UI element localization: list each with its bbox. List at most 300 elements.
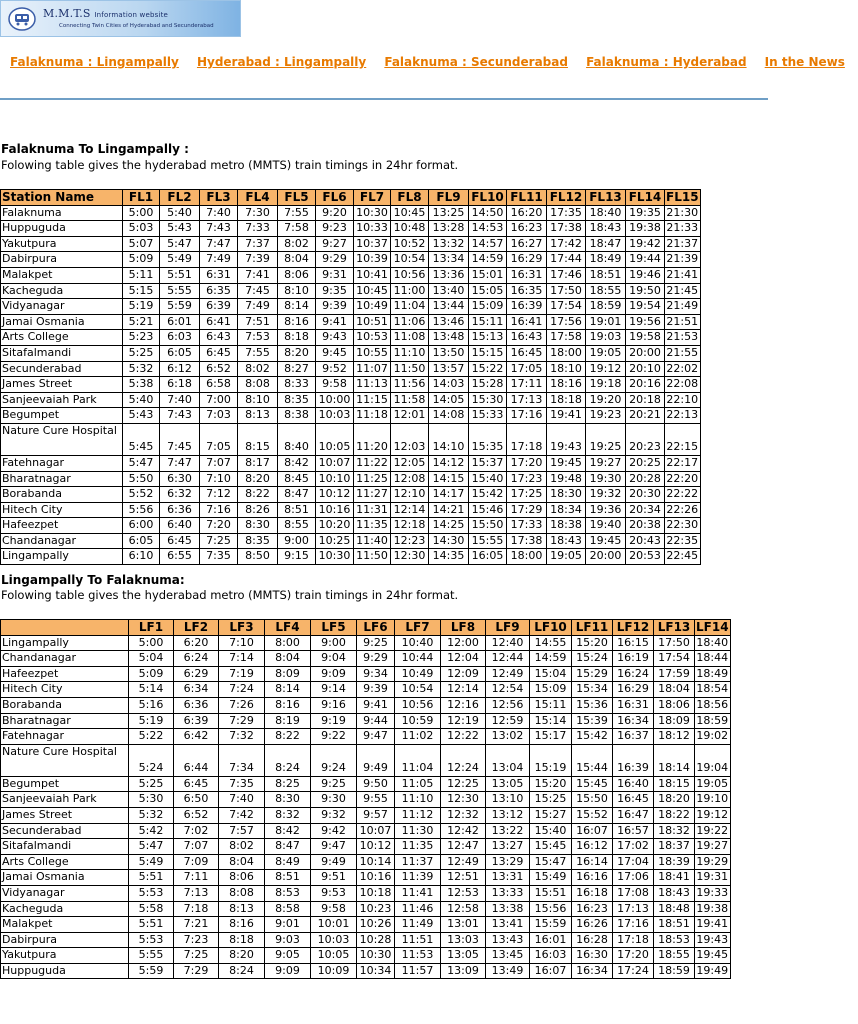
time-cell: 9:50	[357, 776, 395, 792]
station-name-cell: Lingampally	[1, 635, 129, 651]
time-cell: 10:45	[354, 283, 391, 299]
time-cell: 19:23	[586, 408, 626, 424]
time-cell: 19:32	[586, 487, 626, 503]
table-row	[1, 651, 731, 667]
time-cell: 19:45	[547, 455, 586, 471]
site-logo[interactable]	[0, 0, 241, 37]
time-cell: 17:56	[547, 314, 586, 330]
time-cell: 5:19	[123, 299, 160, 315]
time-cell: 6:52	[200, 361, 238, 377]
column-header: FL11	[507, 190, 547, 206]
station-name-cell: Sitafalmandi	[1, 345, 123, 361]
table-row	[1, 744, 731, 776]
time-cell: 14:59	[469, 252, 507, 268]
time-cell: 17:04	[613, 854, 654, 870]
table-row	[1, 361, 701, 377]
time-cell: 8:20	[238, 471, 278, 487]
time-cell: 16:41	[507, 314, 547, 330]
time-cell: 17:58	[547, 330, 586, 346]
time-cell: 7:19	[219, 666, 265, 682]
station-name-cell: Malakpet	[1, 267, 123, 283]
time-cell: 16:45	[613, 792, 654, 808]
time-cell: 14:08	[429, 408, 469, 424]
time-cell: 15:59	[530, 917, 572, 933]
table-row	[1, 252, 701, 268]
time-cell: 5:00	[123, 205, 160, 221]
time-cell: 16:07	[572, 823, 613, 839]
time-cell: 18:14	[654, 744, 695, 776]
time-cell: 7:10	[219, 635, 265, 651]
time-cell: 12:59	[486, 713, 530, 729]
time-cell: 16:29	[613, 682, 654, 698]
time-cell: 13:05	[441, 948, 486, 964]
time-cell: 12:14	[441, 682, 486, 698]
time-cell: 21:51	[665, 314, 701, 330]
time-cell: 19:05	[547, 549, 586, 565]
table-row	[1, 487, 701, 503]
time-cell: 19:18	[586, 377, 626, 393]
time-cell: 16:47	[613, 807, 654, 823]
time-cell: 11:10	[391, 345, 429, 361]
time-cell: 15:13	[469, 330, 507, 346]
time-cell: 14:57	[469, 236, 507, 252]
time-cell: 9:43	[316, 330, 354, 346]
time-cell: 13:49	[486, 963, 530, 979]
time-cell: 19:44	[626, 252, 665, 268]
station-name-cell: Begumpet	[1, 776, 129, 792]
time-cell: 9:20	[316, 205, 354, 221]
time-cell: 7:49	[238, 299, 278, 315]
time-cell: 5:53	[129, 885, 174, 901]
time-cell: 6:20	[174, 635, 219, 651]
time-cell: 9:00	[311, 635, 357, 651]
station-name-cell: James Street	[1, 807, 129, 823]
station-name-cell: Nature Cure Hospital	[1, 744, 129, 776]
station-name-cell: Borabanda	[1, 487, 123, 503]
station-name-cell: Begumpet	[1, 408, 123, 424]
station-name-cell: Yakutpura	[1, 236, 123, 252]
time-cell: 20:30	[626, 487, 665, 503]
time-cell: 16:15	[613, 635, 654, 651]
time-cell: 15:01	[469, 267, 507, 283]
time-cell: 16:35	[507, 283, 547, 299]
table-row	[1, 471, 701, 487]
time-cell: 13:33	[486, 885, 530, 901]
time-cell: 17:06	[613, 870, 654, 886]
time-cell: 9:04	[311, 651, 357, 667]
column-header: FL6	[316, 190, 354, 206]
time-cell: 12:09	[441, 666, 486, 682]
time-cell: 9:14	[311, 682, 357, 698]
station-name-cell: Kacheguda	[1, 901, 129, 917]
time-cell: 6:45	[174, 776, 219, 792]
time-cell: 14:05	[429, 392, 469, 408]
time-cell: 7:13	[174, 885, 219, 901]
station-name-cell: Malakpet	[1, 917, 129, 933]
nav-link-in-the-news[interactable]: In the News	[764, 55, 845, 69]
time-cell: 19:41	[547, 408, 586, 424]
time-cell: 7:47	[200, 236, 238, 252]
time-cell: 11:20	[354, 423, 391, 455]
time-cell: 22:20	[665, 471, 701, 487]
time-cell: 5:00	[129, 635, 174, 651]
time-cell: 15:09	[469, 299, 507, 315]
time-cell: 15:42	[572, 729, 613, 745]
station-name-cell: Sanjeevaiah Park	[1, 792, 129, 808]
time-cell: 19:25	[586, 423, 626, 455]
time-cell: 8:50	[238, 549, 278, 565]
time-cell: 9:25	[357, 635, 395, 651]
time-cell: 6:40	[160, 518, 200, 534]
time-cell: 13:02	[486, 729, 530, 745]
time-cell: 5:55	[129, 948, 174, 964]
time-cell: 12:30	[441, 792, 486, 808]
time-cell: 8:17	[238, 455, 278, 471]
time-cell: 10:45	[391, 205, 429, 221]
time-cell: 8:26	[238, 502, 278, 518]
column-header: LF7	[395, 620, 441, 636]
time-cell: 8:51	[265, 870, 311, 886]
time-cell: 12:14	[391, 502, 429, 518]
time-cell: 17:24	[613, 963, 654, 979]
table-row	[1, 713, 731, 729]
time-cell: 17:54	[654, 651, 695, 667]
time-cell: 6:05	[160, 345, 200, 361]
time-cell: 18:16	[547, 377, 586, 393]
time-cell: 6:32	[160, 487, 200, 503]
time-cell: 5:40	[160, 205, 200, 221]
time-cell: 9:34	[357, 666, 395, 682]
time-cell: 6:39	[174, 713, 219, 729]
station-name-cell: Vidyanagar	[1, 885, 129, 901]
time-cell: 10:55	[354, 345, 391, 361]
time-cell: 17:20	[613, 948, 654, 964]
station-name-cell: Huppuguda	[1, 221, 123, 237]
time-cell: 5:42	[129, 823, 174, 839]
time-cell: 10:00	[316, 392, 354, 408]
station-name-cell: Chandanagar	[1, 651, 129, 667]
time-cell: 17:13	[507, 392, 547, 408]
section1-description: Folowing table gives the hyderabad metro (MMTS) train timings in 24hr format.	[1, 158, 459, 172]
time-cell: 11:35	[354, 518, 391, 534]
time-cell: 11:40	[354, 533, 391, 549]
time-cell: 5:51	[160, 267, 200, 283]
time-cell: 15:34	[572, 682, 613, 698]
nav-link-falaknuma-lingampally[interactable]: Falaknuma : Lingampally	[10, 55, 179, 69]
time-cell: 18:41	[654, 870, 695, 886]
table-row	[1, 236, 701, 252]
time-cell: 15:11	[469, 314, 507, 330]
time-cell: 18:43	[547, 533, 586, 549]
time-cell: 21:55	[665, 345, 701, 361]
column-header: FL1	[123, 190, 160, 206]
station-name-cell: Dabirpura	[1, 932, 129, 948]
time-cell: 8:49	[265, 854, 311, 870]
table-header-row	[1, 190, 701, 206]
nav-link-falaknuma-secunderabad[interactable]: Falaknuma : Secunderabad	[384, 55, 568, 69]
time-cell: 10:30	[354, 205, 391, 221]
time-cell: 5:11	[123, 267, 160, 283]
time-cell: 21:53	[665, 330, 701, 346]
time-cell: 13:32	[429, 236, 469, 252]
table-row	[1, 792, 731, 808]
divider	[0, 98, 768, 100]
time-cell: 6:45	[200, 345, 238, 361]
time-cell: 7:45	[160, 423, 200, 455]
station-name-cell: Sanjeevaiah Park	[1, 392, 123, 408]
time-cell: 21:33	[665, 221, 701, 237]
time-cell: 9:58	[316, 377, 354, 393]
time-cell: 13:34	[429, 252, 469, 268]
nav-link-hyderabad-lingampally[interactable]: Hyderabad : Lingampally	[196, 55, 367, 69]
time-cell: 10:59	[395, 713, 441, 729]
time-cell: 6:31	[200, 267, 238, 283]
time-cell: 16:23	[507, 221, 547, 237]
time-cell: 11:35	[395, 839, 441, 855]
time-cell: 19:43	[547, 423, 586, 455]
station-name-cell: Secunderabad	[1, 823, 129, 839]
time-cell: 7:25	[200, 533, 238, 549]
time-cell: 19:03	[586, 330, 626, 346]
time-cell: 11:06	[391, 314, 429, 330]
time-cell: 15:40	[530, 823, 572, 839]
table-row	[1, 917, 731, 933]
time-cell: 5:47	[123, 455, 160, 471]
time-cell: 12:00	[441, 635, 486, 651]
time-cell: 9:47	[357, 729, 395, 745]
time-cell: 19:12	[586, 361, 626, 377]
time-cell: 17:44	[547, 252, 586, 268]
time-cell: 11:04	[391, 299, 429, 315]
column-header: LF9	[486, 620, 530, 636]
time-cell: 9:41	[357, 697, 395, 713]
time-cell: 11:08	[391, 330, 429, 346]
time-cell: 13:38	[486, 901, 530, 917]
station-name-cell: James Street	[1, 377, 123, 393]
time-cell: 10:23	[357, 901, 395, 917]
time-cell: 8:45	[278, 471, 316, 487]
time-cell: 10:49	[354, 299, 391, 315]
time-cell: 11:57	[395, 963, 441, 979]
time-cell: 19:04	[695, 744, 731, 776]
time-cell: 12:05	[391, 455, 429, 471]
time-cell: 7:16	[200, 502, 238, 518]
time-cell: 5:59	[160, 299, 200, 315]
time-cell: 17:20	[507, 455, 547, 471]
time-cell: 7:51	[238, 314, 278, 330]
time-cell: 7:35	[200, 549, 238, 565]
time-cell: 20:00	[586, 549, 626, 565]
time-cell: 15:46	[469, 502, 507, 518]
time-cell: 19:48	[547, 471, 586, 487]
time-cell: 10:48	[391, 221, 429, 237]
time-cell: 19:43	[695, 932, 731, 948]
time-cell: 17:08	[613, 885, 654, 901]
time-cell: 7:07	[174, 839, 219, 855]
time-cell: 12:10	[391, 487, 429, 503]
time-cell: 15:27	[530, 807, 572, 823]
time-cell: 16:34	[613, 713, 654, 729]
time-cell: 8:02	[278, 236, 316, 252]
time-cell: 9:51	[311, 870, 357, 886]
time-cell: 18:00	[547, 345, 586, 361]
time-cell: 18:47	[586, 236, 626, 252]
time-cell: 6:50	[174, 792, 219, 808]
time-cell: 8:14	[265, 682, 311, 698]
time-cell: 5:25	[129, 776, 174, 792]
time-cell: 6:05	[123, 533, 160, 549]
time-cell: 18:53	[654, 932, 695, 948]
time-cell: 6:01	[160, 314, 200, 330]
station-name-cell: Hafeezpet	[1, 666, 129, 682]
time-cell: 7:35	[219, 776, 265, 792]
time-cell: 15:04	[530, 666, 572, 682]
time-cell: 10:03	[316, 408, 354, 424]
time-cell: 20:38	[626, 518, 665, 534]
time-cell: 13:41	[486, 917, 530, 933]
time-cell: 18:51	[586, 267, 626, 283]
time-cell: 17:50	[654, 635, 695, 651]
time-cell: 11:15	[354, 392, 391, 408]
station-name-cell: Arts College	[1, 854, 129, 870]
time-cell: 5:03	[123, 221, 160, 237]
top-nav	[10, 51, 858, 70]
time-cell: 6:03	[160, 330, 200, 346]
time-cell: 17:11	[507, 377, 547, 393]
time-cell: 5:40	[123, 392, 160, 408]
time-cell: 12:22	[441, 729, 486, 745]
table-row	[1, 635, 731, 651]
time-cell: 16:05	[469, 549, 507, 565]
time-cell: 8:18	[219, 932, 265, 948]
time-cell: 16:12	[572, 839, 613, 855]
time-cell: 15:09	[530, 682, 572, 698]
station-name-cell: Vidyanagar	[1, 299, 123, 315]
time-cell: 11:25	[354, 471, 391, 487]
time-cell: 10:16	[357, 870, 395, 886]
time-cell: 17:13	[613, 901, 654, 917]
time-cell: 7:09	[174, 854, 219, 870]
time-cell: 7:43	[160, 408, 200, 424]
time-cell: 5:15	[123, 283, 160, 299]
time-cell: 15:29	[572, 666, 613, 682]
time-cell: 5:23	[123, 330, 160, 346]
time-cell: 7:29	[174, 963, 219, 979]
time-cell: 18:22	[654, 807, 695, 823]
time-cell: 17:38	[507, 533, 547, 549]
time-cell: 9:49	[311, 854, 357, 870]
column-header: FL15	[666, 190, 699, 204]
time-cell: 9:41	[316, 314, 354, 330]
column-header: FL14	[626, 190, 665, 206]
time-cell: 10:12	[316, 487, 354, 503]
time-cell: 10:44	[395, 651, 441, 667]
time-cell: 6:24	[174, 651, 219, 667]
time-cell: 7:23	[174, 932, 219, 948]
time-cell: 8:19	[265, 713, 311, 729]
time-cell: 6:58	[200, 377, 238, 393]
time-cell: 18:55	[654, 948, 695, 964]
time-cell: 12:19	[441, 713, 486, 729]
time-cell: 22:15	[665, 423, 701, 455]
time-cell: 5:47	[129, 839, 174, 855]
time-cell: 7:26	[219, 697, 265, 713]
time-cell: 21:30	[665, 205, 701, 221]
time-cell: 11:27	[354, 487, 391, 503]
time-cell: 11:58	[391, 392, 429, 408]
table-row	[1, 392, 701, 408]
time-cell: 9:52	[316, 361, 354, 377]
time-cell: 9:31	[316, 267, 354, 283]
column-header	[1, 620, 129, 636]
time-cell: 7:58	[278, 221, 316, 237]
time-cell: 14:30	[429, 533, 469, 549]
time-cell: 9:44	[357, 713, 395, 729]
time-cell: 20:21	[626, 408, 665, 424]
time-cell: 8:38	[278, 408, 316, 424]
time-cell: 6:45	[160, 533, 200, 549]
time-cell: 11:53	[395, 948, 441, 964]
table-row	[1, 666, 731, 682]
time-cell: 10:16	[316, 502, 354, 518]
time-cell: 6:12	[160, 361, 200, 377]
time-cell: 10:40	[395, 635, 441, 651]
time-cell: 18:51	[654, 917, 695, 933]
station-name-cell: Dabirpura	[1, 252, 123, 268]
time-cell: 12:54	[486, 682, 530, 698]
time-cell: 14:12	[429, 455, 469, 471]
time-cell: 5:59	[129, 963, 174, 979]
station-name-cell: Nature Cure Hospital	[1, 423, 123, 455]
time-cell: 7:40	[219, 792, 265, 808]
time-cell: 5:50	[123, 471, 160, 487]
column-header: LF14	[696, 620, 729, 634]
time-cell: 22:02	[665, 361, 701, 377]
time-cell: 9:03	[265, 932, 311, 948]
time-cell: 7:37	[238, 236, 278, 252]
time-cell: 11:30	[395, 823, 441, 839]
time-cell: 15:19	[530, 744, 572, 776]
nav-link-falaknuma-hyderabad[interactable]: Falaknuma : Hyderabad	[586, 55, 747, 69]
time-cell: 8:55	[278, 518, 316, 534]
time-cell: 8:32	[265, 807, 311, 823]
time-cell: 9:30	[311, 792, 357, 808]
time-cell: 15:56	[530, 901, 572, 917]
time-cell: 8:20	[278, 345, 316, 361]
column-header: FL8	[391, 190, 429, 206]
column-header: LF11	[572, 620, 613, 636]
time-cell: 20:43	[626, 533, 665, 549]
time-cell: 5:43	[160, 221, 200, 237]
time-cell: 11:05	[395, 776, 441, 792]
time-cell: 15:35	[469, 423, 507, 455]
time-cell: 8:15	[238, 423, 278, 455]
table-row	[1, 330, 701, 346]
table-row	[1, 697, 731, 713]
column-header: FL9	[429, 190, 469, 206]
time-cell: 19:27	[695, 839, 731, 855]
station-name-cell: Fatehnagar	[1, 729, 129, 745]
time-cell: 8:24	[219, 963, 265, 979]
time-cell: 18:43	[586, 221, 626, 237]
time-cell: 13:57	[429, 361, 469, 377]
time-cell: 10:03	[311, 932, 357, 948]
time-cell: 5:51	[129, 917, 174, 933]
time-cell: 15:36	[572, 697, 613, 713]
time-cell: 16:31	[613, 697, 654, 713]
time-cell: 13:45	[486, 948, 530, 964]
time-cell: 16:24	[613, 666, 654, 682]
